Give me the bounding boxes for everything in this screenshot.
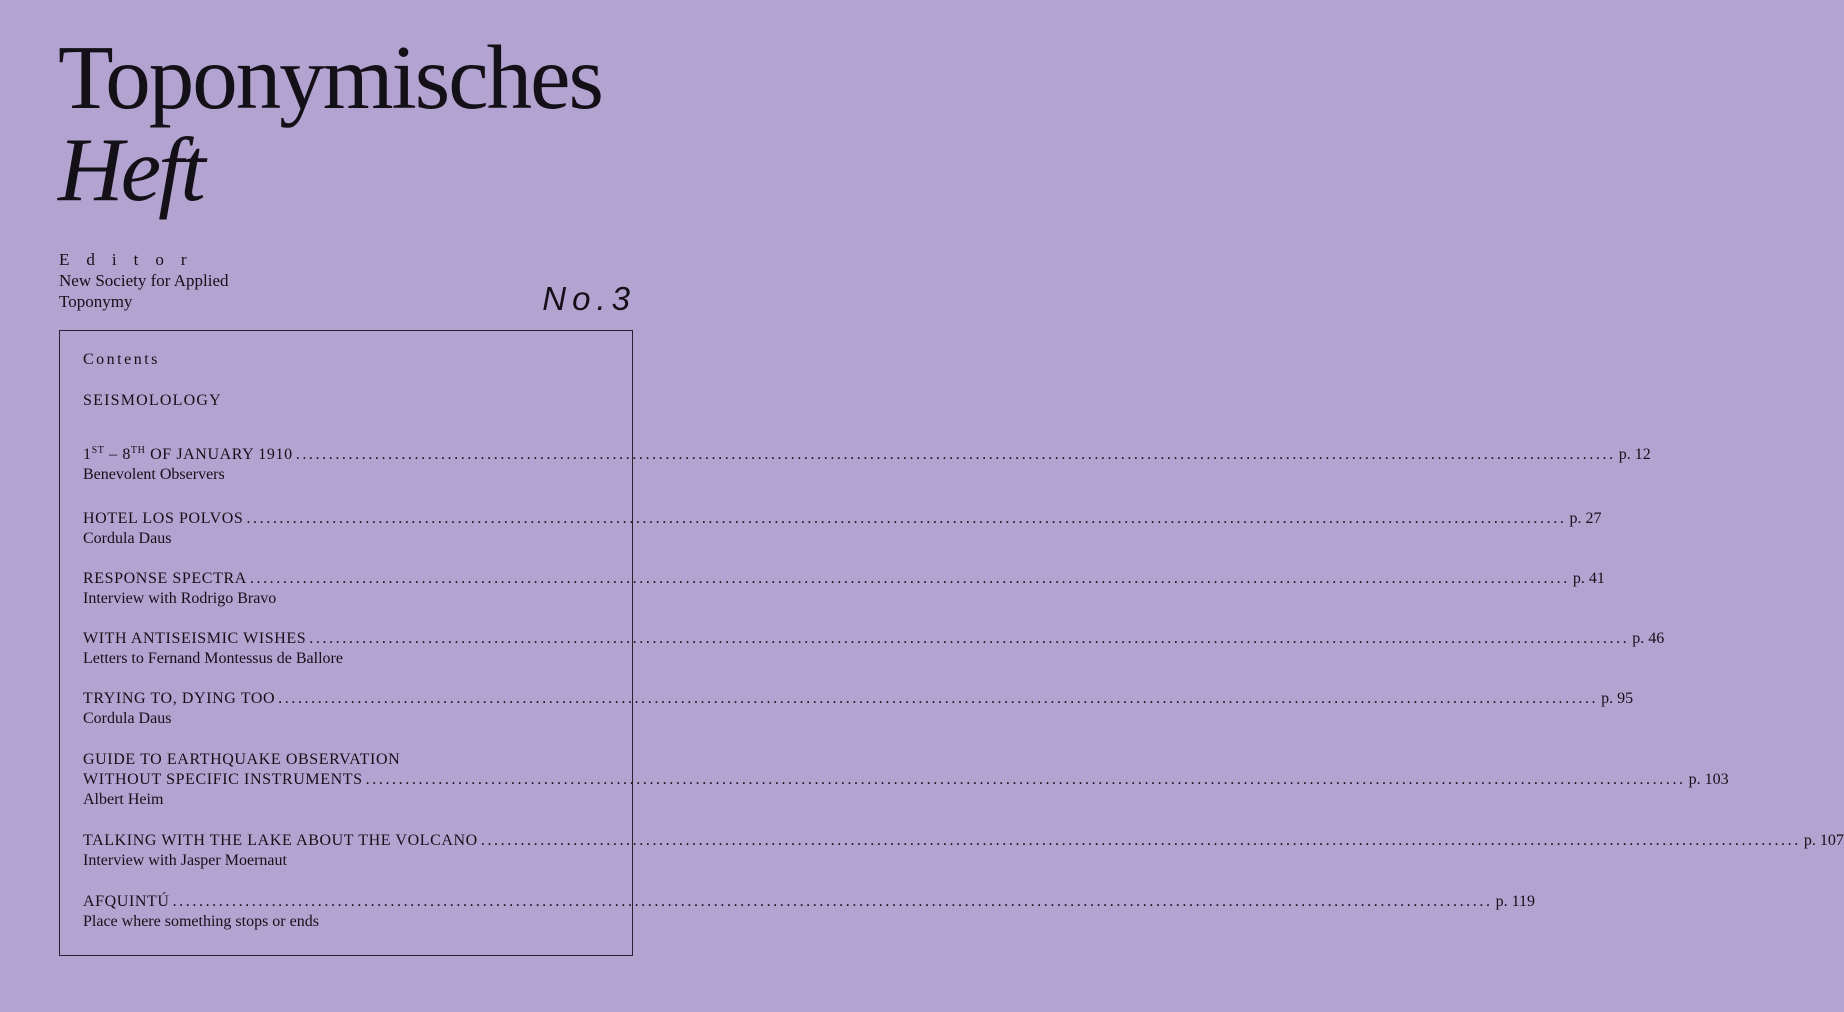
editor-name: New Society for Applied Toponymy xyxy=(59,271,229,311)
dot-leader: ........................................................................................................................................................................................................ xyxy=(172,893,1493,910)
date-end: 8 xyxy=(122,446,131,463)
toc-entry-page: p. 27 xyxy=(1569,510,1602,527)
toc-entry[interactable] xyxy=(83,629,1665,669)
editor-label: Editor xyxy=(59,250,204,269)
contents-label: Contents xyxy=(83,351,160,368)
toc-entry-title: RESPONSE SPECTRA xyxy=(83,570,247,587)
magazine-title xyxy=(58,27,602,220)
title-line-2: Heft xyxy=(58,119,203,220)
section-label: SEISMOLOLOGY xyxy=(83,392,222,409)
toc-entry-title xyxy=(83,445,293,465)
toc-entry-author: Interview with Rodrigo Bravo xyxy=(83,590,277,607)
editor-block xyxy=(59,250,259,312)
dot-leader: ........................................................................................................................................................................................................ xyxy=(246,510,1567,527)
date-start: 1 xyxy=(83,446,92,463)
toc-entry[interactable] xyxy=(83,750,1729,810)
toc-entry-page: p. 95 xyxy=(1601,690,1634,707)
toc-entry-author: Letters to Fernand Montessus de Ballore xyxy=(83,650,343,667)
toc-entry-author: Cordula Daus xyxy=(83,710,172,727)
contents-box xyxy=(59,330,1844,956)
toc-entry-author: Benevolent Observers xyxy=(83,466,225,483)
title-line-1: Toponymisches xyxy=(58,27,602,128)
toc-entry-author: Place where something stops or ends xyxy=(83,913,319,930)
toc-entry-title: TALKING WITH THE LAKE ABOUT THE VOLCANO xyxy=(83,832,478,849)
toc-entry-page: p. 41 xyxy=(1572,570,1605,587)
toc-entry[interactable] xyxy=(83,509,1602,549)
dash: – xyxy=(109,446,118,463)
issue-number: No.3 xyxy=(542,280,636,317)
toc-entry[interactable] xyxy=(83,831,1844,871)
dot-leader: ........................................................................................................................................................................................................ xyxy=(309,630,1630,647)
toc-entry[interactable] xyxy=(83,892,1535,932)
toc-entry-page: p. 119 xyxy=(1495,893,1535,910)
toc-entry-title: WITH ANTISEISMIC WISHES xyxy=(83,630,307,647)
toc-entry-title: AFQUINTÚ xyxy=(83,893,170,910)
ordinal-suffix: ST xyxy=(91,445,105,456)
toc-entry-author: Cordula Daus xyxy=(83,530,172,547)
toc-entry-page: p. 12 xyxy=(1618,446,1651,463)
dot-leader: ........................................................................................................................................................................................................ xyxy=(278,690,1599,707)
toc-entry-title: HOTEL LOS POLVOS xyxy=(83,510,244,527)
dot-leader: ........................................................................................................................................................................................................ xyxy=(295,446,1616,463)
ordinal-suffix: TH xyxy=(130,445,146,456)
dot-leader: ........................................................................................................................................................................................................ xyxy=(249,570,1570,587)
toc-entry[interactable] xyxy=(83,569,1605,609)
toc-entry-page: p. 46 xyxy=(1632,630,1665,647)
toc-entry-title: TRYING TO, DYING TOO xyxy=(83,690,276,707)
toc-entry-title: WITHOUT SPECIFIC INSTRUMENTS xyxy=(83,771,363,788)
toc-entry[interactable] xyxy=(83,689,1634,729)
toc-entry-author: Interview with Jasper Moernaut xyxy=(83,852,287,869)
title-text: OF JANUARY 1910 xyxy=(150,446,293,463)
toc-entry-title-line-1: GUIDE TO EARTHQUAKE OBSERVATION xyxy=(83,751,401,768)
toc-entry-page: p. 103 xyxy=(1688,771,1729,788)
toc-entry[interactable] xyxy=(83,445,1651,485)
toc-entry-author: Albert Heim xyxy=(83,791,164,808)
dot-leader: ........................................................................................................................................................................................................ xyxy=(365,771,1686,788)
dot-leader: ........................................................................................................................................................................................................ xyxy=(480,832,1801,849)
toc-entry-page: p. 107 xyxy=(1803,832,1844,849)
